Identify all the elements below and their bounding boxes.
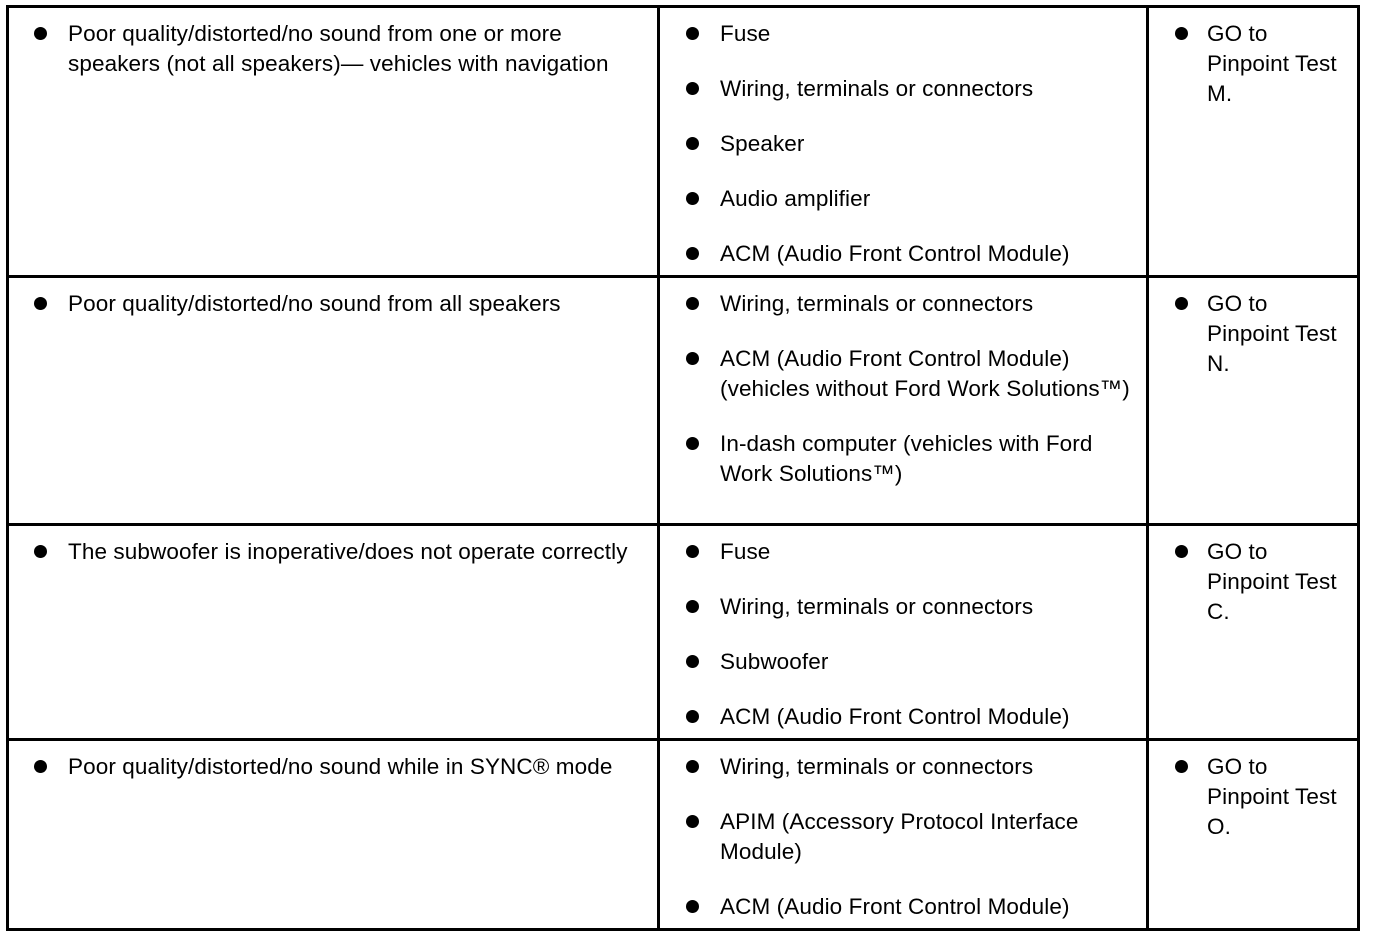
table-row xyxy=(8,740,1359,930)
list-item xyxy=(683,807,1138,867)
bullet-icon xyxy=(686,27,699,40)
list-item xyxy=(683,344,1138,404)
list-item xyxy=(683,702,1138,732)
action-cell xyxy=(1148,7,1359,277)
list-item xyxy=(683,184,1138,214)
action-cell xyxy=(1148,740,1359,930)
list-item xyxy=(683,19,1138,49)
list-item xyxy=(31,19,649,79)
bullet-icon xyxy=(34,297,47,310)
list-item xyxy=(1172,537,1351,627)
table-row xyxy=(8,7,1359,277)
cause-text: Wiring, terminals or connectors xyxy=(720,754,1034,779)
condition-text: Poor quality/distorted/no sound from one or more speakers (not all speakers)— vehicles with navigation xyxy=(68,21,609,76)
action-cell xyxy=(1148,525,1359,740)
cause-text: Speaker xyxy=(720,131,805,156)
cause-text: In-dash computer (vehicles with Ford Work Solutions™) xyxy=(720,431,1093,486)
condition-cell xyxy=(8,277,659,525)
cause-text: ACM (Audio Front Control Module) xyxy=(720,704,1070,729)
list-item xyxy=(1172,19,1351,109)
cause-text: Audio amplifier xyxy=(720,186,871,211)
bullet-icon xyxy=(1175,545,1188,558)
condition-cell xyxy=(8,740,659,930)
bullet-icon xyxy=(686,815,699,828)
list-item xyxy=(683,239,1138,269)
bullet-icon xyxy=(1175,297,1188,310)
causes-cell xyxy=(659,525,1148,740)
list-item xyxy=(31,752,649,782)
list-item xyxy=(683,74,1138,104)
bullet-icon xyxy=(686,82,699,95)
causes-cell xyxy=(659,7,1148,277)
list-item xyxy=(683,537,1138,567)
action-cell xyxy=(1148,277,1359,525)
cause-text: ACM (Audio Front Control Module) xyxy=(720,241,1070,266)
condition-cell xyxy=(8,525,659,740)
list-item xyxy=(1172,752,1351,842)
cause-text: Wiring, terminals or connectors xyxy=(720,76,1034,101)
bullet-icon xyxy=(686,600,699,613)
condition-text: Poor quality/distorted/no sound from all speakers xyxy=(68,291,561,316)
cause-text: Subwoofer xyxy=(720,649,829,674)
bullet-icon xyxy=(34,760,47,773)
table-row xyxy=(8,277,1359,525)
list-item xyxy=(1172,289,1351,379)
action-text: GO to Pinpoint Test N. xyxy=(1207,291,1337,376)
bullet-icon xyxy=(1175,760,1188,773)
bullet-icon xyxy=(686,437,699,450)
causes-cell xyxy=(659,277,1148,525)
list-item xyxy=(31,289,649,319)
list-item xyxy=(683,647,1138,677)
bullet-icon xyxy=(686,900,699,913)
bullet-icon xyxy=(34,27,47,40)
list-item xyxy=(683,752,1138,782)
condition-text: Poor quality/distorted/no sound while in SYNC® mode xyxy=(68,754,613,779)
bullet-icon xyxy=(686,545,699,558)
cause-text: Wiring, terminals or connectors xyxy=(720,291,1034,316)
condition-text: The subwoofer is inoperative/does not operate correctly xyxy=(68,539,628,564)
table-row xyxy=(8,525,1359,740)
bullet-icon xyxy=(686,352,699,365)
list-item xyxy=(683,289,1138,319)
bullet-icon xyxy=(686,655,699,668)
action-text: GO to Pinpoint Test O. xyxy=(1207,754,1337,839)
causes-cell xyxy=(659,740,1148,930)
list-item xyxy=(683,429,1138,489)
cause-text: ACM (Audio Front Control Module) xyxy=(720,894,1070,919)
cause-text: APIM (Accessory Protocol Interface Module) xyxy=(720,809,1079,864)
bullet-icon xyxy=(686,710,699,723)
bullet-icon xyxy=(686,137,699,150)
action-text: GO to Pinpoint Test C. xyxy=(1207,539,1337,624)
cause-text: Wiring, terminals or connectors xyxy=(720,594,1034,619)
bullet-icon xyxy=(34,545,47,558)
bullet-icon xyxy=(686,297,699,310)
condition-cell xyxy=(8,7,659,277)
list-item xyxy=(683,129,1138,159)
list-item xyxy=(31,537,649,567)
list-item xyxy=(683,592,1138,622)
bullet-icon xyxy=(686,247,699,260)
bullet-icon xyxy=(1175,27,1188,40)
symptom-chart-table xyxy=(6,5,1360,931)
action-text: GO to Pinpoint Test M. xyxy=(1207,21,1337,106)
cause-text: Fuse xyxy=(720,21,771,46)
list-item xyxy=(683,892,1138,922)
bullet-icon xyxy=(686,192,699,205)
cause-text: ACM (Audio Front Control Module) (vehicles without Ford Work Solutions™) xyxy=(720,346,1130,401)
cause-text: Fuse xyxy=(720,539,771,564)
bullet-icon xyxy=(686,760,699,773)
